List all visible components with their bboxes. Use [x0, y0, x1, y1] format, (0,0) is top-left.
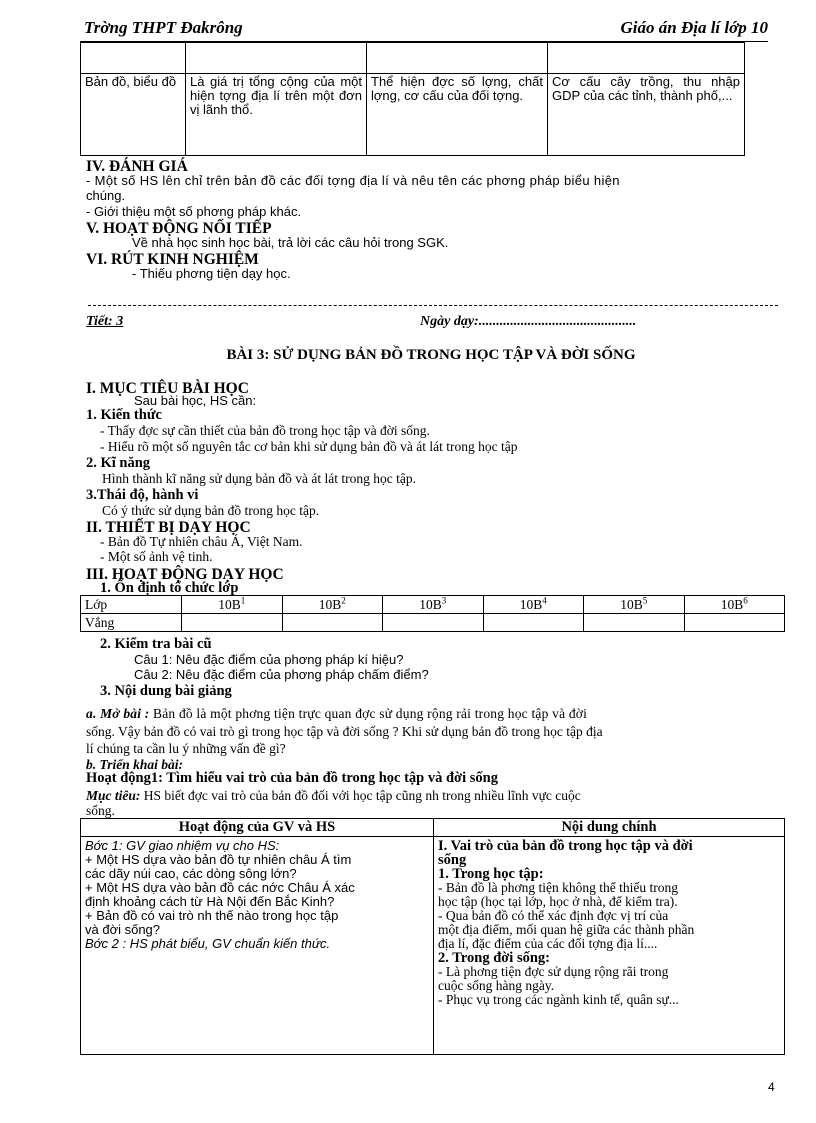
paragraph-line: Sau bài học, HS cần:	[134, 393, 257, 408]
subsection-heading: 3.Thái độ, hành vi	[86, 487, 199, 503]
question: Câu 2: Nêu đặc điểm của phơng pháp chấm điểm?	[134, 667, 429, 682]
column-header: Hoạt động của GV và HS	[81, 819, 434, 837]
class-cell: $10B^5$	[584, 596, 685, 614]
class-cell: $10B^4$	[483, 596, 584, 614]
activity-heading: Hoạt động1: Tìm hiểu vai trò của bản đồ trong học tập và đời sống	[86, 770, 498, 786]
intro-line: sống. Vậy bản đồ có vai trò gì trong học tập và đời sống ? Khi sử dụng bản đồ trong học tập địa	[86, 724, 603, 739]
section-heading: II. THIẾT BỊ DẠY HỌC	[86, 519, 251, 536]
class-cell: $10B^6$	[684, 596, 785, 614]
class-cell: $10B^1$	[182, 596, 283, 614]
table-row	[81, 43, 745, 74]
class-cell: $10B^2$	[282, 596, 383, 614]
lesson-period: Tiết: 3	[86, 314, 124, 329]
row-label: Lớp	[81, 596, 182, 614]
paragraph-line: - Một số ảnh vệ tinh.	[100, 549, 213, 564]
section-heading: VI. RÚT KINH NGHIỆM	[86, 251, 259, 268]
paragraph-line: chúng.	[86, 188, 126, 203]
table-row	[81, 819, 785, 837]
table-row	[81, 74, 745, 156]
section-heading: IV. ĐÁNH GIÁ	[86, 158, 188, 175]
page-number: 4	[768, 1080, 775, 1094]
main-content: I. Vai trò của bản đồ trong học tập và đời sống 1. Trong học tập: - Bản đồ là phơng tiện không thể thiếu trong học tập (học tại lớp, học ở nhà, để kiểm tra). - Qua bản đồ có thể xác định đợc vị trí của một địa điểm, mối quan hệ giữa các thành phần địa lí, đặc điểm của các đối tợng địa lí.... 2. Trong đời sống: - Là phơng tiện đợc sử dụng rộng rãi trong cuộc sống hàng ngày. - Phục vụ trong các ngành kinh tế, quân sự...	[434, 837, 785, 1055]
document-title: Giáo án Địa lí lớp 10	[620, 18, 768, 37]
goal-line: sống.	[86, 803, 115, 818]
subsection-heading: 2. Kiểm tra bài cũ	[100, 636, 212, 652]
teacher-activities: Bớc 1: GV giao nhiệm vụ cho HS: + Một HS dựa vào bản đồ tự nhiên châu Á tìm các dãy núi cao, các dòng sông lớn? + Một HS dựa vào bản đồ các nớc Châu Á xác định khoảng cách từ Hà Nội đến Bắc Kinh? + Bản đồ có vai trò nh thế nào trong học tập và đời sống? Bớc 2 : HS phát biểu, GV chuẩn kiến thức.	[81, 837, 434, 1055]
question: Câu 1: Nêu đặc điểm của phơng pháp kí hiệu?	[134, 652, 404, 667]
section-heading: V. HOẠT ĐỘNG NỐI TIẾP	[86, 220, 272, 237]
column-header: Nội dung chính	[434, 819, 785, 837]
paragraph-line: - Bản đồ Tự nhiên châu Á, Việt Nam.	[100, 534, 303, 549]
lesson-table	[80, 818, 785, 1055]
row-label: Vắng	[81, 614, 182, 632]
lesson-title: BÀI 3: SỬ DỤNG BẢN ĐỒ TRONG HỌC TẬP VÀ ĐỜI SỐNG	[226, 347, 636, 363]
table-row	[81, 596, 785, 614]
intro-line: lí chúng ta cần lu ý những vấn đề gì?	[86, 741, 286, 756]
table-row	[81, 837, 785, 1055]
attendance-table	[80, 595, 785, 632]
teaching-date: Ngày dạy:.............................................	[420, 314, 637, 329]
deploy-label: b. Triển khai bài:	[86, 757, 184, 772]
method-expression: Thể hiện đợc số lợng, chất lợng, cơ cấu của đối tợng.	[367, 74, 548, 156]
paragraph-line: - Thấy đợc sự cần thiết của bản đồ trong học tập và đời sống.	[100, 423, 430, 438]
section-heading: I. MỤC TIÊU BÀI HỌC	[86, 380, 249, 397]
paragraph-line: - Thiếu phơng tiện dạy học.	[132, 266, 291, 281]
subsection-heading: 1. Kiến thức	[86, 407, 162, 423]
intro-line: a. Mở bài : Bản đồ là một phơng tiện trực quan đợc sử dụng rộng rải trong học tập và đời	[86, 706, 588, 721]
class-cell: $10B^3$	[383, 596, 484, 614]
table-row	[81, 614, 785, 632]
subsection-heading: 2. Kĩ năng	[86, 455, 151, 471]
paragraph-line: - Giới thiệu một số phơng pháp khác.	[86, 204, 302, 219]
section-heading: III. HOẠT ĐỘNG DẠY HỌC	[86, 566, 284, 583]
paragraph-line: Có ý thức sử dụng bản đồ trong học tập.	[102, 503, 320, 518]
paragraph-line: - Hiểu rõ một số nguyên tắc cơ bản khi sử dụng bản đồ và át lát trong học tập	[100, 439, 518, 454]
method-name: Bản đồ, biểu đồ	[81, 74, 186, 156]
paragraph-line: Hình thành kĩ năng sử dụng bản đồ và át lát trong học tập.	[102, 471, 417, 486]
goal-line: Mục tiêu: HS biết đợc vai trò của bản đồ đối với học tập cũng nh trong nhiều lĩnh vực cuộc	[86, 788, 581, 803]
section-divider	[88, 305, 778, 306]
paragraph-line: - Một số HS lên chỉ trên bản đồ các đối tợng địa lí và nêu tên các phơng pháp biểu hiện	[86, 173, 620, 188]
subsection-heading: 3. Nội dung bài giảng	[100, 683, 232, 699]
school-name: Trờng THPT Đakrông	[84, 18, 243, 37]
paragraph-line: Về nhà học sinh học bài, trả lời các câu hỏi trong SGK.	[132, 235, 449, 250]
subsection-heading: 1. Ổn định tổ chức lớp	[100, 580, 239, 596]
method-example: Cơ cấu cây trồng, thu nhập GDP của các tỉnh, thành phố,...	[548, 74, 745, 156]
method-definition: Là giá trị tổng cộng của một hiện tợng địa lí trên một đơn vị lãnh thổ.	[186, 74, 367, 156]
methods-table	[80, 42, 745, 156]
